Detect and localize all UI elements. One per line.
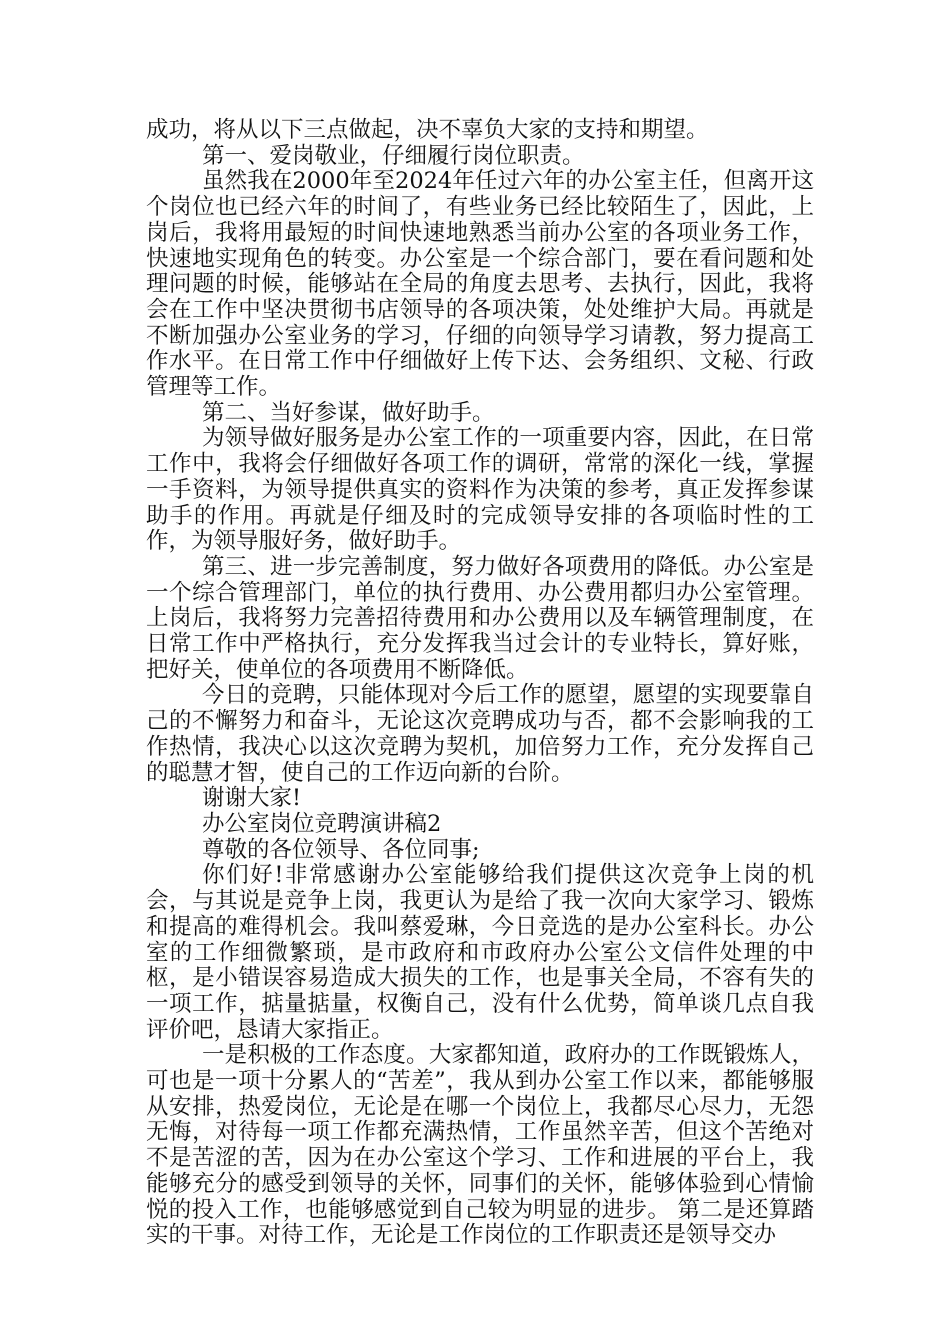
salutation: 尊敬的各位领导、各位同事; [202,836,480,863]
paragraph: 第一、爱岗敬业，仔细履行岗位职责。 [202,142,585,169]
paragraph: 成功，将从以下三点做起，决不辜负大家的支持和期望。 [146,117,709,143]
paragraph: 你们好!非常感谢办公室能够给我们提供这次竞争上岗的机会，与其说是竞争上岗，我更认为是给了我一次向大家学习、锻炼和提高的难得机会。我叫蔡爱琳，今日竞选的是办公室科长。办公室的工作细微繁琐，是市政府和市政府办公室公文信件处理的中枢，是小错误容易造成大损失的工作，也是事关全局，不容有失的一项工作，掂量掂量，权衡自己，没有什么优势，简单谈几点自我评价吧，恳请大家指正。 [146,862,814,1043]
paragraph: 第二、当好参谋，做好助手。 [202,399,495,426]
paragraph: 为领导做好服务是办公室工作的一项重要内容，因此，在日常工作中，我将会仔细做好各项工作的调研，常常的深化一线，掌握一手资料，为领导提供真实的资料作为决策的参考，真正发挥参谋助手的作用。再就是仔细及时的完成领导安排的各项临时性的工作，为领导服好务，做好助手。 [146,425,814,555]
paragraph: 第三、进一步完善制度，努力做好各项费用的降低。办公室是一个综合管理部门，单位的执行费用、办公费用都归办公室管理。上岗后，我将努力完善招待费用和办公费用以及车辆管理制度，在日常工作中严格执行，充分发挥我当过会计的专业特长，算好账，把好关，使单位的各项费用不断降低。 [146,553,814,683]
paragraph: 今日的竞聘，只能体现对今后工作的愿望，愿望的实现要靠自己的不懈努力和奋斗，无论这次竞聘成功与否，都不会影响我的工作热情，我决心以这次竞聘为契机，加倍努力工作，充分发挥自己的聪慧才智，使自己的工作迈向新的台阶。 [146,682,814,786]
paragraph: 谢谢大家! [202,785,302,812]
section-heading: 办公室岗位竞聘演讲稿2 [202,810,442,837]
paragraph: 一是积极的工作态度。大家都知道，政府办的工作既锻炼人，可也是一项十分累人的“苦差”，我从到办公室工作以来，都能够服从安排，热爱岗位，无论是在哪一个岗位上，我都尽心尽力，无怨无悔，对待每一项工作都充满热情，工作虽然辛苦，但这个苦绝对不是苦涩的苦，因为在办公室这个学习、工作和进展的平台上，我能够充分的感受到领导的关怀，同事们的关怀，能够体验到心情愉悦的投入工作，也能够感觉到自己较为明显的进步。 第二是还算踏实的干事。对待工作，无论是工作岗位的工作职责还是领导交办 [146,1042,814,1249]
paragraph: 虽然我在2000年至2024年任过六年的办公室主任，但离开这个岗位也已经六年的时间了，有些业务已经比较陌生了，因此，上岗后，我将用最短的时间快速地熟悉当前办公室的各项业务工作，快速地实现角色的转变。办公室是一个综合部门，要在看问题和处理问题的时候，能够站在全局的角度去思考、去执行，因此，我将会在工作中坚决贯彻书店领导的各项决策，处处维护大局。再就是不断加强办公室业务的学习，仔细的向领导学习请教，努力提高工作水平。在日常工作中仔细做好上传下达、会务组织、文秘、行政管理等工作。 [146,168,814,401]
document-body [146,118,814,1249]
